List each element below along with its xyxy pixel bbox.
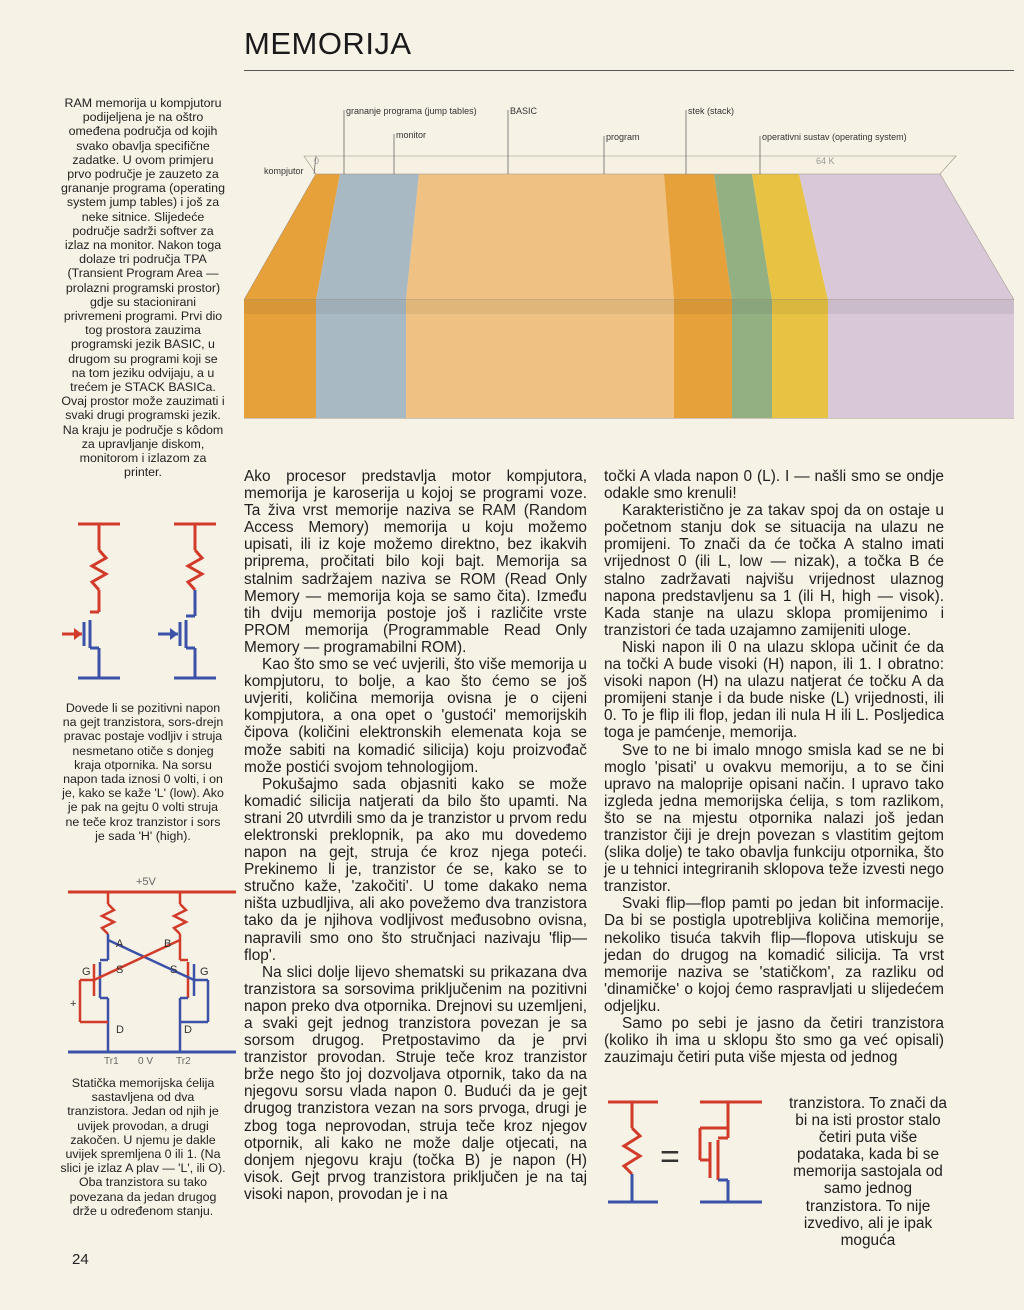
article-paragraph: Samo po sebi je jasno da četiri tranzistora (koliko ih ima u sklopu što smo ga već opisali) zauzimaju četiri puta više mjesta od jednog: [604, 1015, 944, 1067]
sidebar-intro: RAM memorija u kompjutoru podijeljena je na oštro omeđena područja od kojih svako obavlja specifične zadatke. U ovom primjeru prvo područje je zauzeto za grananje programa (operating system jump tables) i još za neke sitnice. Slijedeće područje sadrži softver za izlaz na monitor. Nakon toga dolaze tri područja TPA (Transient Program Area — prolazni programski prostor) gdje su stacionirani privremeni programi. Prvi dio tog prostora zauzima programski jezik BASIC, u drugom su programi koji se na tom jeziku odvijaju, a u trećem je STACK BASICa. Ovaj prostor može zauzimati i svaki drugi programski jezik. Na kraju je područje s kôdom za upravljanje diskom, monitorom i izlazom za printer.: [61, 96, 225, 480]
article-column-2-wrap: [788, 1095, 948, 1249]
caption-transistor: Dovede li se pozitivni napon na gejt tranzistora, sors-drejn pravac postaje vodljiv i struja nesmetano otiče s donjeg kraja otpornika. Na sorsu napon tada iznosi 0 volti, i on je, kako se kaže 'L' (low). Ako je pak na gejtu 0 volti struja ne teče kroz tranzistor i sors je sada 'H' (high).: [62, 701, 224, 843]
flipflop-tr2: Tr2: [176, 1056, 191, 1067]
flipflop-source-1: S: [116, 964, 124, 976]
flipflop-gate-1: G: [82, 966, 91, 978]
title-rule: [244, 70, 1014, 71]
label-jump-tables: grananje programa (jump tables): [346, 106, 477, 116]
label-end-address: 64 K: [816, 156, 835, 166]
label-stack: stek (stack): [688, 106, 735, 116]
label-program: program: [606, 132, 640, 142]
article-paragraph: Ako procesor predstavlja motor kompjutora, memorija je karoserija u kojoj se programi voze. Ta živa vrst memorije naziva se RAM (Random Access Memory) memorija u koju možemo upisati, ili iz koje možemo direktno, bez ikakvih priprema, pročitati bilo koji bajt. Memorija sa stalnim sadržajem naziva se ROM (Read Only Memory — memorija koja se samo čita). Između tih dviju memorija postoje još i različite vrste PROM memorija (Programmable Read Only Memory — programabilni ROM).: [244, 468, 587, 656]
memory-map-svg: [244, 96, 1014, 436]
flipflop-drain-1: D: [116, 1024, 124, 1036]
flipflop-diagram: [60, 876, 240, 1072]
equals-sign: =: [660, 1138, 680, 1176]
article-paragraph: Sve to ne bi imalo mnogo smisla kad se ne bi moglo 'pisati' u ovakvu memoriju, a to se čini upravo na maloprije opisani način. I upravo tako izgleda jedna memorijska ćelija, s tom razlikom, što se na mjestu otpornika nalazi još jedan tranzistor čiji je drejn povezan s vlastitim gejtom (slika dolje) te tako obavlja funkciju otpornika, što je u tehnici integriranih sklopova teže izvesti nego tranzistor.: [604, 741, 944, 896]
label-monitor: monitor: [396, 130, 427, 140]
flipflop-vplus: +5V: [136, 876, 156, 888]
label-computer: kompjutor: [264, 166, 304, 176]
article-column-2: [604, 468, 944, 1066]
article-paragraph: tranzistora. To znači da bi na isti prostor stalo četiri puta više podataka, kada bi se memorija sastojala od samo jednog tranzistora. To nije izvedivo, ali je ipak moguća: [789, 1095, 947, 1249]
article-paragraph: Svaki flip—flop pamti po jedan bit informacije. Da bi se postigla upotrebljiva količina memorije, nekoliko tisuća takvih flip—flopova utiskuju se jedan do drugog na komadić silicija. Ta vrst memorije naziva se 'statičkom', za razliku od 'dinamičke' o kojoj ćemo raspravljati u slijedećem odjeljku.: [604, 895, 944, 1015]
article-paragraph: točki A vlada napon 0 (L). I — našli smo se ondje odakle smo krenuli!: [604, 468, 944, 503]
article-paragraph: Na slici dolje lijevo shematski su prikazana dva tranzistora sa sorsovima priključenim na pozitivni napon preko dva otpornika. Drejnovi su uzemljeni, a svaki gejt jednog tranzistora povezan je sa sorsom drugog. Pretpostavimo da je prvi tranzistor provodan. Struje teče kroz tranzistor brže nego što joj dozvoljava otpornik, tako da na njegovu sorsu vlada napon 0. Budući da je gejt drugog tranzistora vezan na sors prvoga, drugi je zbog toga neprovodan, struja teče kroz njegov otpornik, ali kako ne može dalje otjecati, na donjem njegovu kraju (točka B) je napon (H) visok. Gejt prvog tranzistora priključen je na taj visoki napon, provodan je i na: [244, 963, 587, 1203]
equivalence-diagram: [604, 1098, 782, 1228]
article-paragraph: Pokušajmo sada objasniti kako se može komadić silicija natjerati da bilo što upamti. Na strani 20 utvrdili smo da je tranzistor u prvom redu elektronski preklopnik, pa ako mu dovedemo napon na gejt, struja će kroz njega poteći. Prekinemo li je, tranzistor će se, kako se to stručno kaže, 'zakočiti'. U tome dakako nema ništa uzbudljiva, ali ako povežemo dva tranzistora tako da je njihova vodljivost međusobno ovisna, napravili smo ono što stručnjaci nazivaju 'flip—flop'.: [244, 775, 587, 964]
transistor-diagrams: [56, 520, 236, 690]
article-column-1: [244, 468, 587, 1203]
label-start-address: 0: [314, 156, 320, 166]
label-operating-system: operativni sustav (operating system): [762, 132, 907, 142]
flipflop-drain-2: D: [184, 1024, 192, 1036]
article-paragraph: Kao što smo se već uvjerili, što više memorija u kompjutoru, to bolje, a kao što ćemo se još uvjeriti, količina memorija ovisna je o cijeni kompjutora, a ona opet o 'gustoći' memorijskih čipova (količini elektronskih elemenata koja se može sabiti na komadić silicija) koju proizvođač može postići svojom tehnologijom.: [244, 656, 587, 776]
transistor-diagram-svg: [56, 520, 236, 690]
page-title: MEMORIJA: [244, 26, 412, 61]
flipflop-point-a: A: [116, 938, 124, 950]
equivalence-svg: [604, 1098, 782, 1228]
caption-flipflop: Statička memorijska ćelija sastavljena od dva tranzistora. Jedan od njih je uvijek provodan, a drugi zakočen. U njemu je dakle uvijek spremljena 0 ili 1. (Na slici je izlaz A plav — 'L', ili O). Oba tranzistora su tako povezana da jedan drugog drže u određenom stanju.: [60, 1076, 226, 1218]
flipflop-point-b: B: [164, 938, 172, 950]
flipflop-source-2: S: [170, 964, 178, 976]
label-basic: BASIC: [510, 106, 538, 116]
article-paragraph: Karakteristično je za takav spoj da on ostaje u početnom stanju dok se situacija na ulazu ne promijeni. To znači da će točka A stalno imati vrijednost 0 (ili L, low — nizak), a točka B će stalno zadržavati najvišu vrijednost ulaznog napona predstavljenu sa 1 (ili H, high — visok). Kada stanje na ulazu sklopa promijenimo i tranzistori će tada uzajamno zamijeniti uloge.: [604, 502, 944, 639]
flipflop-tr1: Tr1: [104, 1056, 119, 1067]
memory-map-figure: [244, 96, 1014, 436]
flipflop-plus: +: [70, 998, 77, 1010]
flipflop-zero-volt: 0 V: [138, 1056, 154, 1067]
page-number: 24: [72, 1251, 89, 1268]
article-paragraph: Niski napon ili 0 na ulazu sklopa učinit će da na točki A bude visoki (H) napon, ili 1. I obratno: visoki napon (H) na ulazu natjerat će točku A da promijeni stanje i da bude niske (L) vrijednosti, ili 0. To je flip ili flop, jedan ili nula H ili L. Posljedica toga je pamćenje, memorija.: [604, 638, 944, 742]
flipflop-gate-2: G: [200, 966, 209, 978]
